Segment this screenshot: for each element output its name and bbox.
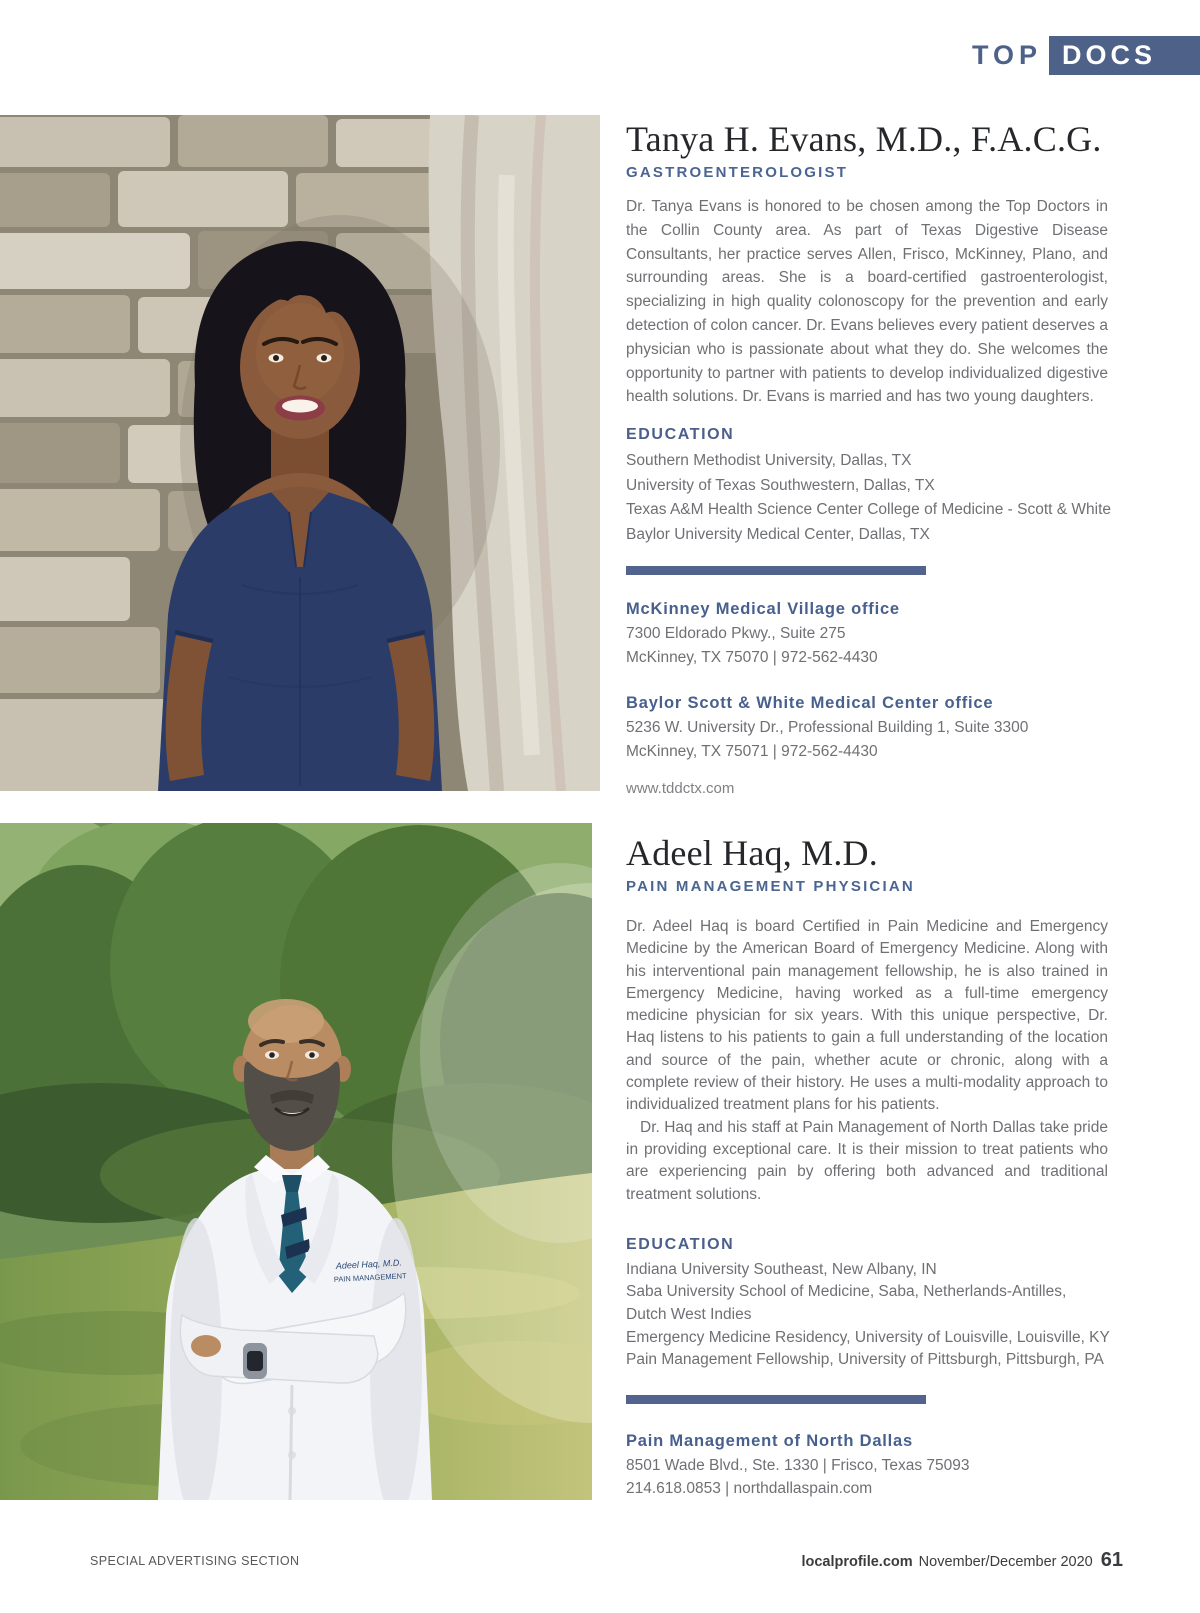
- footer-issue-info: [801, 1549, 1123, 1572]
- coat-embroidery-name: Adeel Haq, M.D.: [335, 1257, 403, 1271]
- doctor-name: Tanya H. Evans, M.D., F.A.C.G.: [626, 119, 1102, 159]
- footer-website: localprofile.com: [801, 1554, 913, 1570]
- footer-issue-date: November/December 2020: [918, 1554, 1093, 1570]
- office-block: [626, 694, 1108, 763]
- doctor-specialty: GASTROENTEROLOGIST: [626, 164, 849, 181]
- office-address: 8501 Wade Blvd., Ste. 1330 | Frisco, Texas 75093: [626, 1456, 970, 1474]
- profile-adeel-haq: [626, 832, 1108, 1501]
- office-city-phone: McKinney, TX 75070 | 972-562-4430: [626, 648, 878, 666]
- education-line: Baylor University Medical Center, Dallas, TX: [626, 525, 930, 543]
- education-line: Texas A&M Health Science Center College of Medicine - Scott & White: [626, 501, 1112, 519]
- coat-embroidery-title: PAIN MANAGEMENT: [333, 1271, 407, 1284]
- office-city-phone: McKinney, TX 75071 | 972-562-4430: [626, 742, 878, 760]
- office-block: [626, 600, 1108, 669]
- doctor-name: Adeel Haq, M.D.: [626, 833, 878, 873]
- badge-top-text: TOP: [971, 40, 1042, 70]
- education-label: EDUCATION: [626, 426, 735, 444]
- footer-page-number: 61: [1100, 1549, 1123, 1571]
- education-label: EDUCATION: [626, 1235, 735, 1253]
- website-url: www.tddctx.com: [626, 780, 735, 798]
- education-line: Emergency Medicine Residency, University of Louisville, Louisville, KY: [626, 1328, 1110, 1346]
- education-list: [626, 1259, 1108, 1372]
- doctor-bio: Dr. Haq and his staff at Pain Management of North Dallas take pride in providing exceptional care. It is their mission to treat patients who are experiencing pain by offering both advanced and traditional treatment solutions.: [626, 1118, 1108, 1203]
- office-name: Baylor Scott & White Medical Center office: [626, 694, 994, 713]
- education-line: University of Texas Southwestern, Dallas, TX: [626, 476, 935, 494]
- profile-tanya-evans: [626, 118, 1112, 798]
- doctor-bio: Dr. Tanya Evans is honored to be chosen among the Top Doctors in the Collin County area. As part of Texas Digestive Disease Consultants, her practice serves Allen, Frisco, McKinney, Plano, and surrounding areas. She is a board-certified gastroenterologist, specializing in high quality colonoscopy for the prevention and early detection of colon cancer. Dr. Evans believes every patient deserves a physician who is passionate about what they do. She welcomes the opportunity to partner with patients to develop individualized digestive health solutions. Dr. Evans is married and has two young daughters.: [626, 198, 1108, 406]
- office-address: 5236 W. University Dr., Professional Building 1, Suite 3300: [626, 719, 1029, 737]
- section-divider-bar: [626, 1395, 926, 1404]
- doctor-bio: Dr. Adeel Haq is board Certified in Pain Medicine and Emergency Medicine by the American Board of Emergency Medicine. Along with his interventional pain management fellowship, he is also trained in Emergency Medicine, having worked as a full-time emergency medicine physician for six years. With this unique perspective, Dr. Haq listens to his patients to gain a full understanding of the location and source of the pain, whether acute or chronic, along with a complete review of their history. He uses a multi-modality approach to individualized treatment plans for his patients.: [626, 918, 1108, 1114]
- footer-section-label: SPECIAL ADVERTISING SECTION: [90, 1554, 300, 1568]
- section-divider-bar: [626, 566, 926, 575]
- education-line: Pain Management Fellowship, University of Pittsburgh, Pittsburgh, PA: [626, 1351, 1104, 1369]
- education-line: Indiana University Southeast, New Albany, IN: [626, 1260, 937, 1278]
- office-phone-web: 214.618.0853 | northdallaspain.com: [626, 1480, 873, 1498]
- doctor-specialty: PAIN MANAGEMENT PHYSICIAN: [626, 878, 915, 895]
- education-line: Southern Methodist University, Dallas, TX: [626, 452, 912, 470]
- top-docs-badge: [972, 36, 1200, 75]
- office-name: McKinney Medical Village office: [626, 600, 900, 619]
- education-line: Saba University School of Medicine, Saba, Netherlands-Antilles,: [626, 1283, 1067, 1301]
- education-list: [626, 449, 1112, 547]
- badge-docs-text: DOCS: [1049, 36, 1200, 75]
- office-block: [626, 1432, 1108, 1501]
- office-address: 7300 Eldorado Pkwy., Suite 275: [626, 625, 846, 643]
- education-line: Dutch West Indies: [626, 1306, 752, 1324]
- photo-adeel-haq: [0, 823, 592, 1500]
- office-name: Pain Management of North Dallas: [626, 1431, 914, 1450]
- photo-tanya-evans: [0, 115, 600, 791]
